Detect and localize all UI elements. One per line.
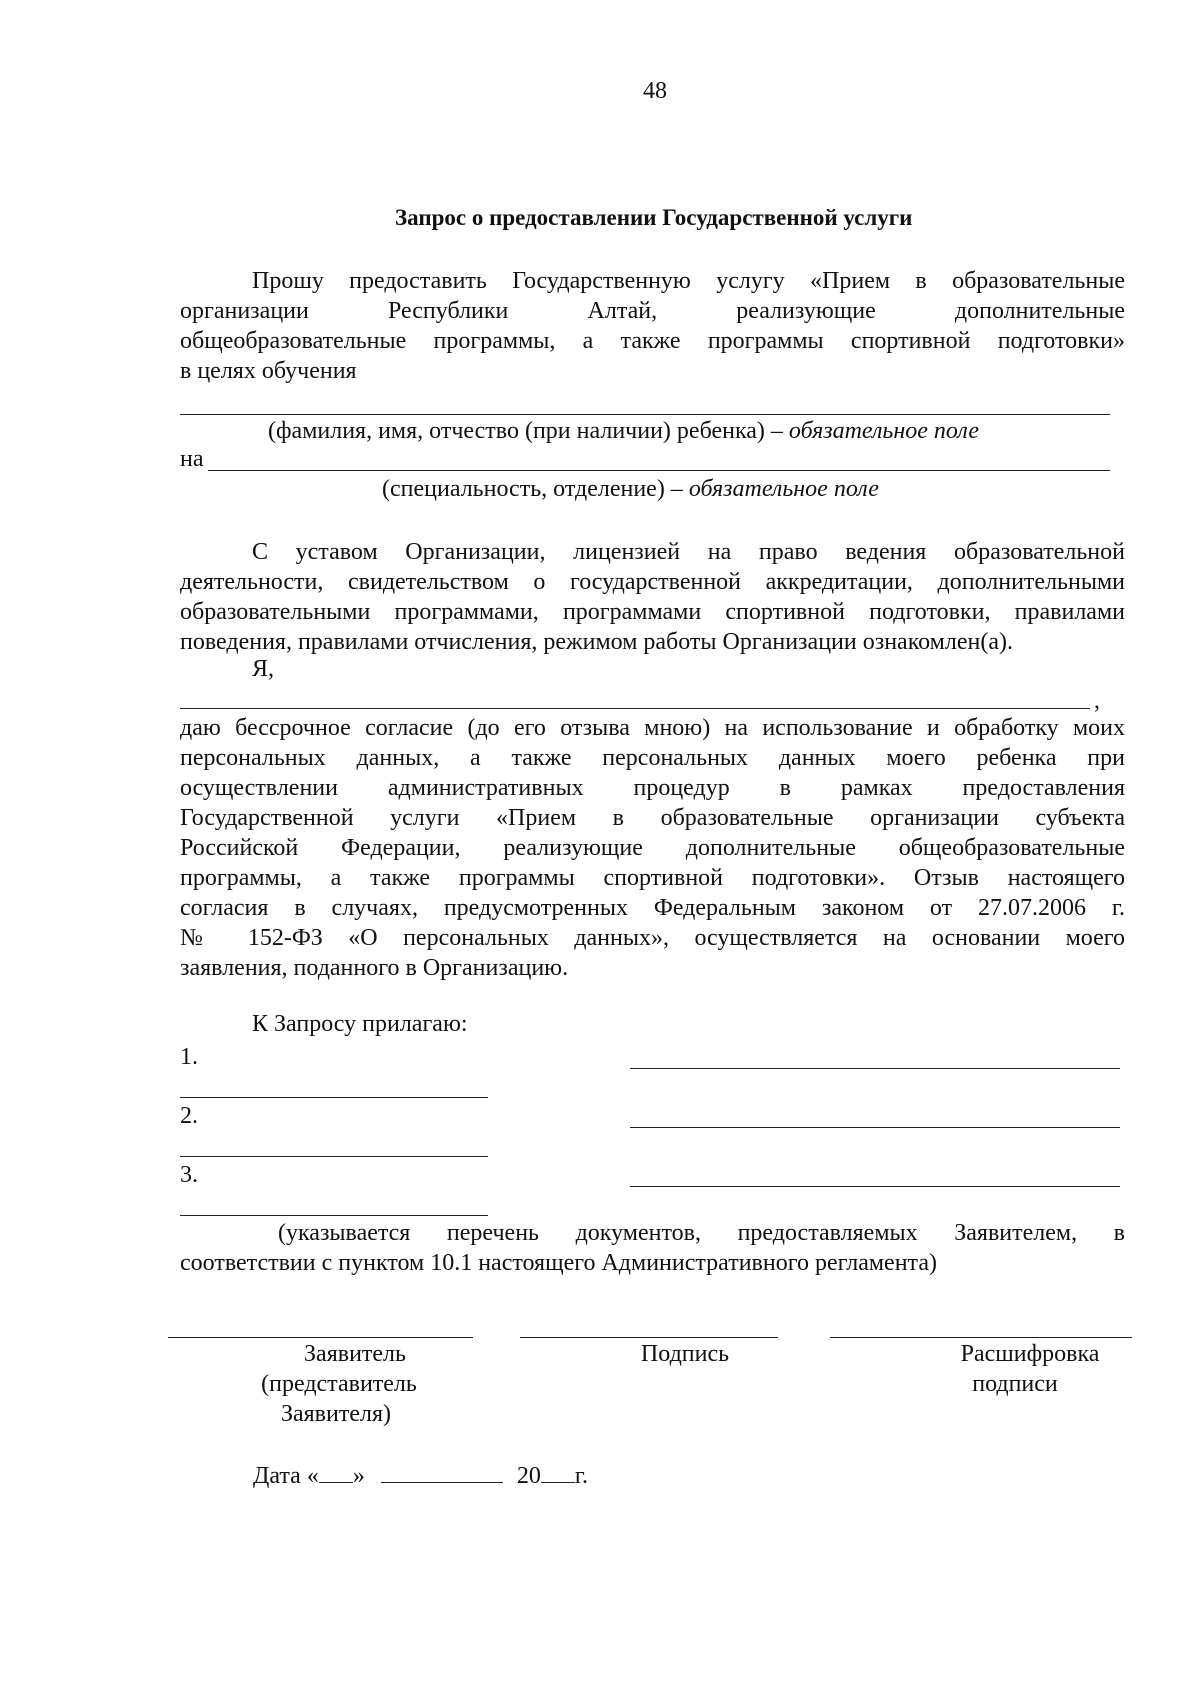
intro-line-1: Прошу предоставить Государственную услугу «Прием в образовательные [252, 268, 1125, 294]
consent-line-8: № 152-ФЗ «О персональных данных», осуществляется на основании моего [180, 925, 1125, 951]
consent-line-1: даю бессрочное согласие (до его отзыва мною) на использование и обработку моих [180, 715, 1125, 741]
attachment-field-left-3[interactable] [180, 1215, 488, 1216]
consent-line-5: Российской Федерации, реализующие дополнительные общеобразовательные [180, 835, 1125, 861]
attachment-number-1: 1. [180, 1044, 198, 1070]
child-name-caption: (фамилия, имя, отчество (при наличии) ребенка) – обязательное поле [268, 418, 980, 444]
acquainted-line-3: образовательными программами, программами спортивной подготовки, правилами [180, 599, 1125, 625]
attachment-field-left-2[interactable] [180, 1156, 488, 1157]
attachment-number-2: 2. [180, 1103, 198, 1129]
attachment-field-right-2[interactable] [630, 1127, 1120, 1128]
specialty-caption: (специальность, отделение) – обязательное поле [382, 476, 879, 502]
acquainted-line-4: поведения, правилами отчисления, режимом работы Организации ознакомлен(а). [180, 629, 1013, 655]
consent-line-4: Государственной услуги «Прием в образовательные организации субъекта [180, 805, 1125, 831]
signature-field[interactable] [520, 1337, 778, 1338]
attachment-field-left-1[interactable] [180, 1097, 488, 1098]
signature-label: Подпись [640, 1341, 730, 1367]
date-year-field[interactable] [541, 1460, 575, 1483]
consent-line-2: персональных данных, а также персональных данных моего ребенка при [180, 745, 1125, 771]
consent-ya: Я, [252, 656, 275, 682]
specialty-field[interactable] [208, 470, 1110, 471]
attachments-heading: К Запросу прилагаю: [252, 1011, 468, 1037]
spec-prefix: на [180, 446, 204, 472]
required-mark: обязательное поле [788, 418, 980, 444]
required-mark: обязательное поле [688, 476, 879, 502]
attachments-note-line-2: соответствии с пунктом 10.1 настоящего Административного регламента) [180, 1250, 937, 1276]
date-month-field[interactable] [381, 1460, 503, 1483]
acquainted-line-1: С уставом Организации, лицензией на право ведения образовательной [252, 539, 1125, 565]
consent-line-3: осуществлении административных процедур в рамках предоставления [180, 775, 1125, 801]
attachment-field-right-3[interactable] [630, 1186, 1120, 1187]
attachments-note-line-1: (указывается перечень документов, предоставляемых Заявителем, в [278, 1220, 1125, 1246]
consent-line-6: программы, а также программы спортивной подготовки». Отзыв настоящего [180, 865, 1125, 891]
page-number: 48 [643, 78, 667, 104]
applicant-signature-field[interactable] [168, 1337, 473, 1338]
consent-line-7: согласия в случаях, предусмотренных Федеральным законом от 27.07.2006 г. [180, 895, 1125, 921]
decoding-label: Расшифровка подписи [960, 1341, 1100, 1397]
consent-comma: , [1094, 688, 1100, 714]
date-day-field[interactable] [319, 1460, 353, 1483]
acquainted-line-2: деятельности, свидетельством о государственной аккредитации, дополнительными [180, 569, 1125, 595]
intro-line-3: общеобразовательные программы, а также программы спортивной подготовки» [180, 328, 1125, 354]
signature-decoding-field[interactable] [830, 1337, 1132, 1338]
intro-line-4: в целях обучения [180, 358, 357, 384]
date-line: Дата « » 20 г. [253, 1460, 588, 1490]
applicant-label: Заявитель (представитель Заявителя) [261, 1341, 417, 1427]
child-name-field[interactable] [180, 414, 1110, 415]
attachment-field-right-1[interactable] [630, 1068, 1120, 1069]
page-title: Запрос о предоставлении Государственной услуги [395, 205, 913, 230]
intro-line-2: организации Республики Алтай, реализующие дополнительные [180, 298, 1125, 324]
applicant-name-field[interactable] [180, 708, 1090, 709]
attachment-number-3: 3. [180, 1162, 198, 1188]
consent-line-9: заявления, поданного в Организацию. [180, 955, 569, 981]
